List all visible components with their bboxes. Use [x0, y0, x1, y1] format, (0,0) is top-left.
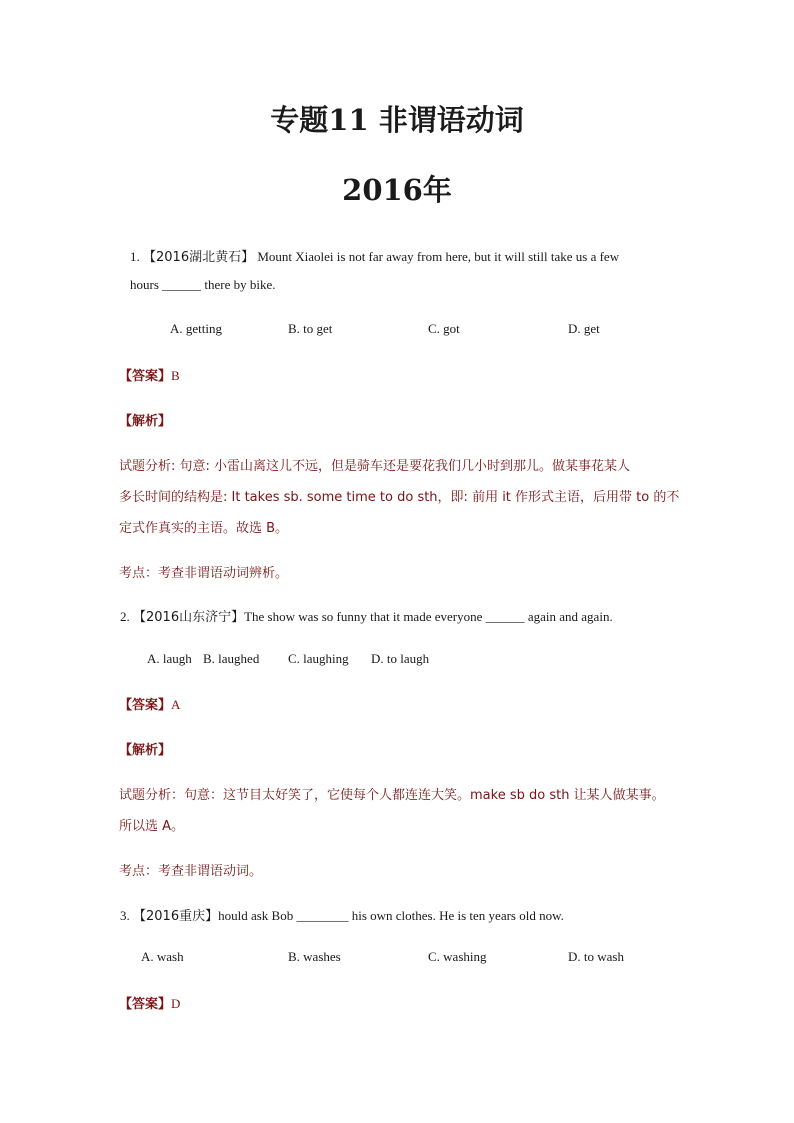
answer-line	[119, 993, 180, 1012]
option-c: C. got	[428, 321, 460, 336]
answer-line	[119, 694, 180, 713]
document-title: 专题11 非谓语动词	[270, 103, 524, 137]
question-stem-continued: hours ______ there by bike.	[130, 277, 276, 292]
analysis-line: 试题分析: 句意: 小雷山离这儿不远，但是骑车还是要花我们几小时到那儿。做某事花某人	[119, 459, 631, 474]
exam-point: 考点：考查非谓语动词辨析。	[119, 566, 289, 581]
question-stem: hould ask Bob ________ his own clothes. He is ten years old now.	[218, 908, 564, 923]
analysis-line: 定式作真实的主语。故选 B。	[119, 521, 289, 536]
question-source: 【2016山东济宁】	[133, 610, 245, 625]
question-stem: Mount Xiaolei is not far away from here, but it will still take us a few	[257, 249, 620, 264]
option-a: A. getting	[170, 321, 222, 336]
answer-value: D	[171, 996, 181, 1011]
option-d: D. get	[568, 321, 600, 336]
exam-point: 考点：考查非谓语动词。	[119, 864, 263, 879]
question-source: 【2016湖北黄石】	[143, 250, 255, 265]
question-number: 1.	[130, 249, 140, 264]
question-3	[120, 905, 564, 924]
analysis-tag: 【解析】	[119, 414, 172, 429]
option-d: D. to laugh	[371, 651, 430, 666]
option-a: A. laugh	[147, 651, 192, 666]
question-2	[120, 606, 613, 625]
option-b: B. to get	[288, 321, 333, 336]
answer-value: A	[171, 697, 181, 712]
option-a: A. wash	[141, 949, 184, 964]
question-number: 2.	[120, 609, 130, 624]
analysis-line: 多长时间的结构是: It takes sb. some time to do sth，即: 前用 it 作形式主语，后用带 to 的不	[119, 490, 680, 505]
option-b: B. laughed	[203, 651, 260, 666]
answer-line	[119, 365, 180, 384]
question-1	[130, 246, 619, 265]
option-c: C. laughing	[288, 651, 349, 666]
analysis-tag: 【解析】	[119, 743, 172, 758]
question-number: 3.	[120, 908, 130, 923]
analysis-line: 所以选 A。	[119, 819, 185, 834]
answer-tag: 【答案】	[119, 698, 172, 713]
analysis-line: 试题分析：句意：这节目太好笑了，它使每个人都连连大笑。make sb do sth 让某人做某事。	[119, 788, 665, 803]
option-d: D. to wash	[568, 949, 624, 964]
question-stem: The show was so funny that it made everyone ______ again and again.	[244, 609, 613, 624]
option-c: C. washing	[428, 949, 487, 964]
answer-value: B	[171, 368, 180, 383]
year-heading: 2016年	[342, 173, 452, 207]
option-b: B. washes	[288, 949, 341, 964]
answer-tag: 【答案】	[119, 997, 172, 1012]
question-source: 【2016重庆】	[133, 909, 219, 924]
answer-tag: 【答案】	[119, 369, 172, 384]
